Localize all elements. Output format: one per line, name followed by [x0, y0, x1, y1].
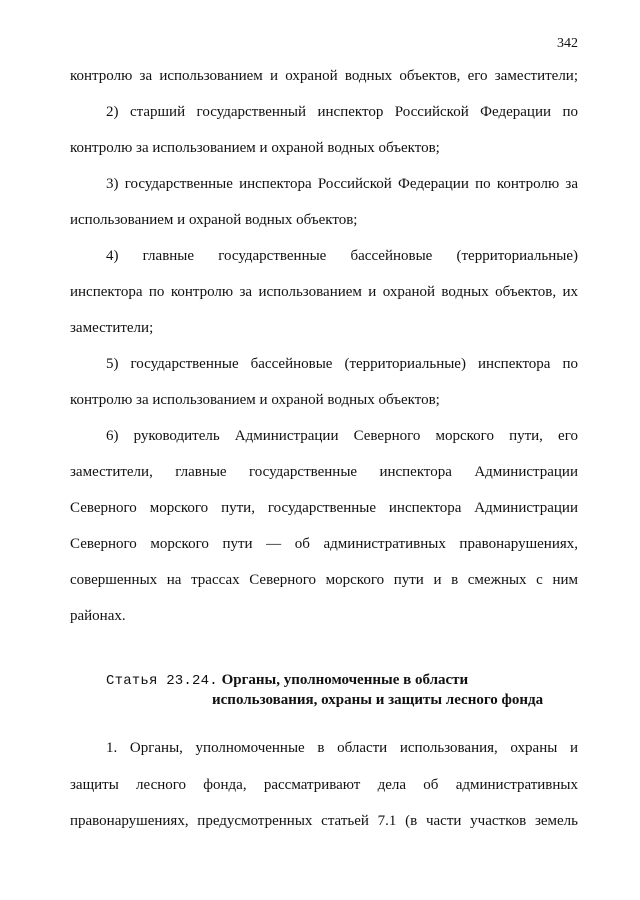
- text-line: 5) государственные бассейновые (территориальные) инспектора по: [106, 356, 578, 372]
- text-line: заместители, главные государственные инспектора Администрации: [70, 464, 578, 480]
- text-line: совершенных на трассах Северного морского пути и в смежных с ним: [70, 572, 578, 588]
- text-line: районах.: [70, 608, 126, 624]
- page-number: 342: [557, 36, 578, 51]
- text-line: защиты лесного фонда, рассматривают дела об административных: [70, 777, 578, 793]
- article-title-line-1: Органы, уполномоченные в области: [221, 672, 469, 688]
- article-title-line-2: использования, охраны и защиты лесного фонда: [212, 692, 544, 708]
- text-line: 3) государственные инспектора Российской Федерации по контролю за: [106, 176, 578, 192]
- text-line: 6) руководитель Администрации Северного морского пути, его: [106, 428, 578, 444]
- article-number: Статья 23.24.: [106, 673, 218, 689]
- article-heading: [106, 670, 578, 708]
- text-line: контролю за использованием и охраной водных объектов;: [70, 392, 440, 408]
- text-line: использованием и охраной водных объектов;: [70, 212, 358, 228]
- text-line: инспектора по контролю за использованием и охраной водных объектов, их: [70, 284, 578, 300]
- text-line: 4) главные государственные бассейновые (территориальные): [106, 248, 578, 264]
- text-line: Северного морского пути, государственные инспектора Администрации: [70, 500, 578, 516]
- text-line: 2) старший государственный инспектор Российской Федерации по: [106, 104, 578, 120]
- text-line: Северного морского пути — об административных правонарушениях,: [70, 536, 578, 552]
- text-line: контролю за использованием и охраной водных объектов;: [70, 140, 440, 156]
- text-line: правонарушениях, предусмотренных статьей 7.1 (в части участков земель: [70, 813, 578, 829]
- text-line: 1. Органы, уполномоченные в области использования, охраны и: [106, 740, 578, 756]
- text-line: контролю за использованием и охраной водных объектов, его заместители;: [70, 68, 578, 84]
- text-line: заместители;: [70, 320, 154, 336]
